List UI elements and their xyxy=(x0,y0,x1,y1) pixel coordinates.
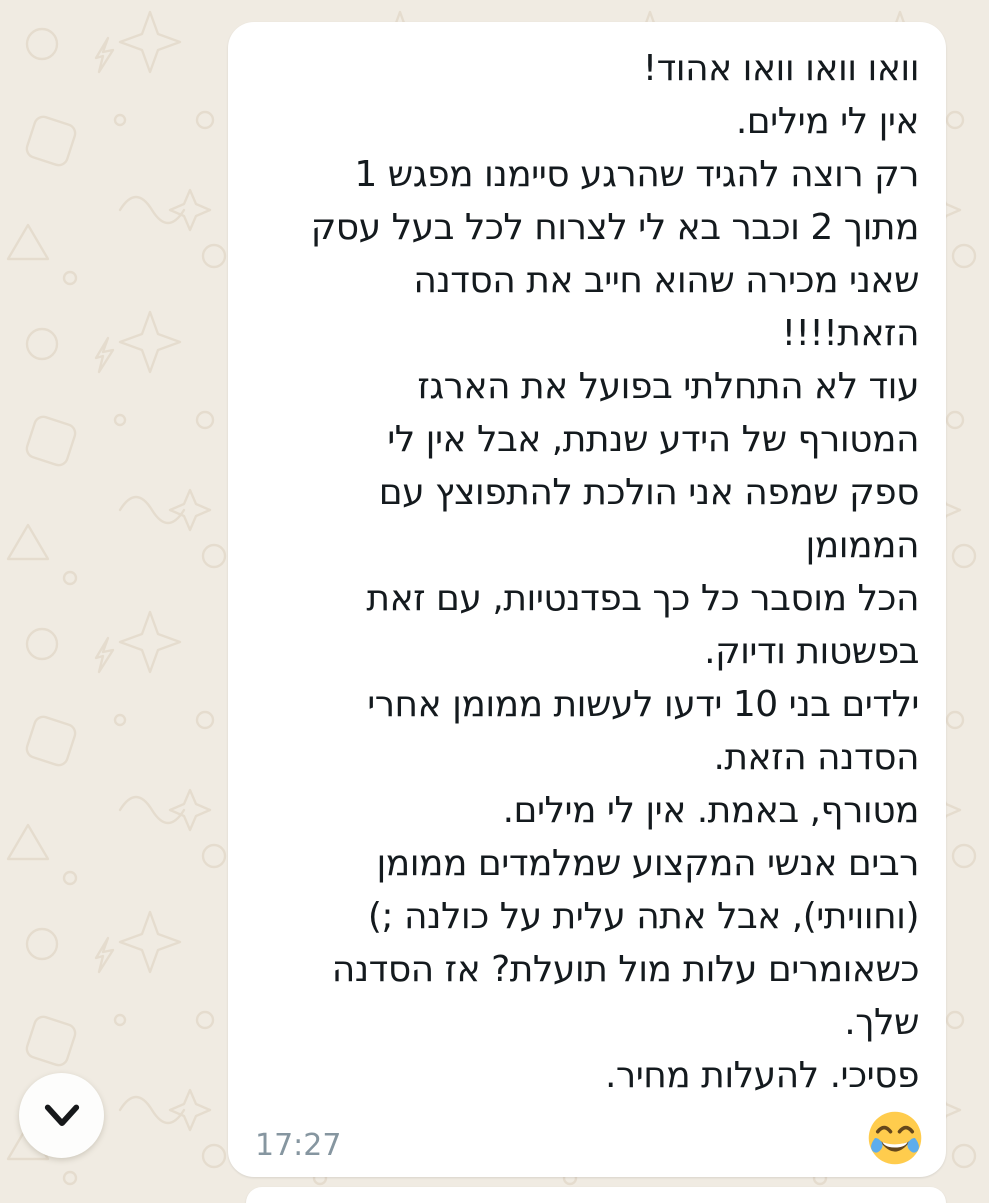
message-line: וואו וואו וואו אהוד! xyxy=(642,48,919,89)
message-line: ילדים בני 10 ידעו לעשות ממומן אחרי xyxy=(367,684,919,725)
scroll-to-bottom-button[interactable] xyxy=(19,1073,104,1158)
message-line: (וחוויתי), אבל אתה עלית על כולנה ;) xyxy=(367,896,919,937)
message-line: פסיכי. להעלות מחיר. xyxy=(604,1055,919,1096)
message-line: המטורף של הידע שנתת, אבל אין לי xyxy=(387,419,919,460)
chevron-down-icon xyxy=(39,1096,85,1136)
message-bubble[interactable] xyxy=(228,22,946,1177)
message-line: רק רוצה להגיד שהרגע סיימנו מפגש 1 xyxy=(354,154,919,195)
message-line: שלך. xyxy=(844,1002,919,1043)
message-line: הזאת!!!! xyxy=(781,313,919,354)
message-line: הסדנה הזאת. xyxy=(713,737,919,778)
message-line: מתוך 2 וכבר בא לי לצרוח לכל בעל עסק xyxy=(310,207,919,248)
message-line: עוד לא התחלתי בפועל את הארגז xyxy=(417,366,919,407)
face-with-tears-of-joy-emoji xyxy=(866,1109,924,1167)
message-timestamp: 17:27 xyxy=(255,1128,342,1163)
message-line: שאני מכירה שהוא חייב את הסדנה xyxy=(413,260,919,301)
message-line: רבים אנשי המקצוע שמלמדים ממומן xyxy=(376,843,919,884)
message-line: כשאומרים עלות מול תועלת? אז הסדנה xyxy=(331,949,919,990)
message-line: אין לי מילים. xyxy=(735,101,919,142)
message-line: ספק שמפה אני הולכת להתפוצץ עם xyxy=(378,472,919,513)
message-line: הכל מוסבר כל כך בפדנטיות, עם זאת xyxy=(366,578,919,619)
message-line: בפשטות ודיוק. xyxy=(704,631,919,672)
message-line: מטורף, באמת. אין לי מילים. xyxy=(502,790,919,831)
next-message-bubble-partial xyxy=(246,1187,946,1203)
message-line: הממומן xyxy=(805,525,919,566)
message-text xyxy=(255,42,919,1102)
